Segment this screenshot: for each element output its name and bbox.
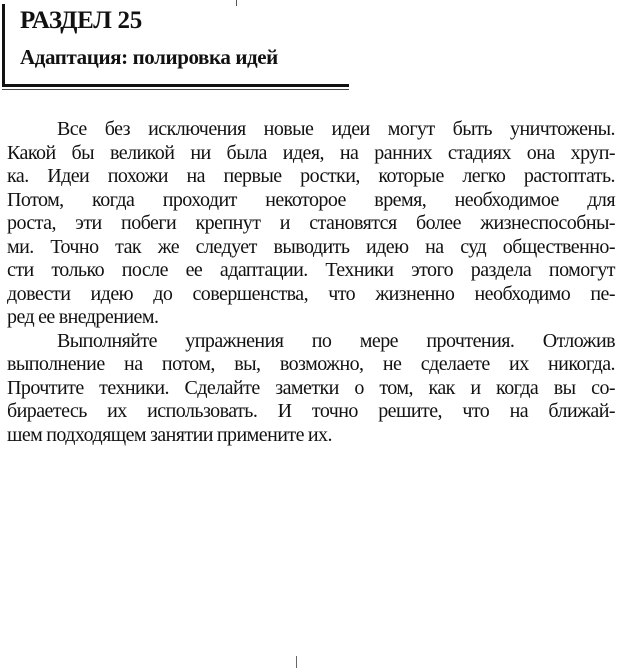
text-line: шем подходящем занятии примените их.	[7, 423, 332, 446]
text-line: роста, эти побеги крепнут и становятся более жизнеспособны-	[7, 212, 615, 234]
text-line: Какой бы великой ни была идея, на ранних стадиях она хруп-	[7, 141, 615, 164]
text-line: выполнение на потом, вы, возможно, не сделаете их никогда.	[7, 353, 615, 375]
text-line: Потом, когда проходит некоторое время, необходимое для	[7, 188, 615, 211]
text-line: довести идею до совершенства, что жизненно необходимо пе-	[7, 282, 615, 305]
text-line: сти только после ее адаптации. Техники этого раздела помогут	[7, 259, 615, 281]
body-text	[7, 118, 615, 447]
section-title: Адаптация: полировка идей	[20, 45, 278, 69]
scan-mark-top	[236, 0, 237, 6]
text-line: бираетесь их использовать. И точно решите, что на ближай-	[7, 400, 615, 422]
text-line: Прочтите техники. Сделайте заметки о том, как и когда вы со-	[7, 376, 615, 399]
text-line: Все без исключения новые идеи могут быть уничтожены.	[57, 118, 615, 140]
text-line: ми. Точно так же следует выводить идею на суд общественно-	[7, 235, 615, 258]
text-line: ка. Идеи похожи на первые ростки, которые легко растоптать.	[7, 165, 615, 187]
section-number: РАЗДЕЛ 25	[20, 7, 142, 34]
scan-mark-bottom	[296, 656, 297, 668]
text-line: Выполняйте упражнения по мере прочтения. Отложив	[57, 329, 615, 352]
text-line: ред ее внедрением.	[7, 306, 159, 328]
